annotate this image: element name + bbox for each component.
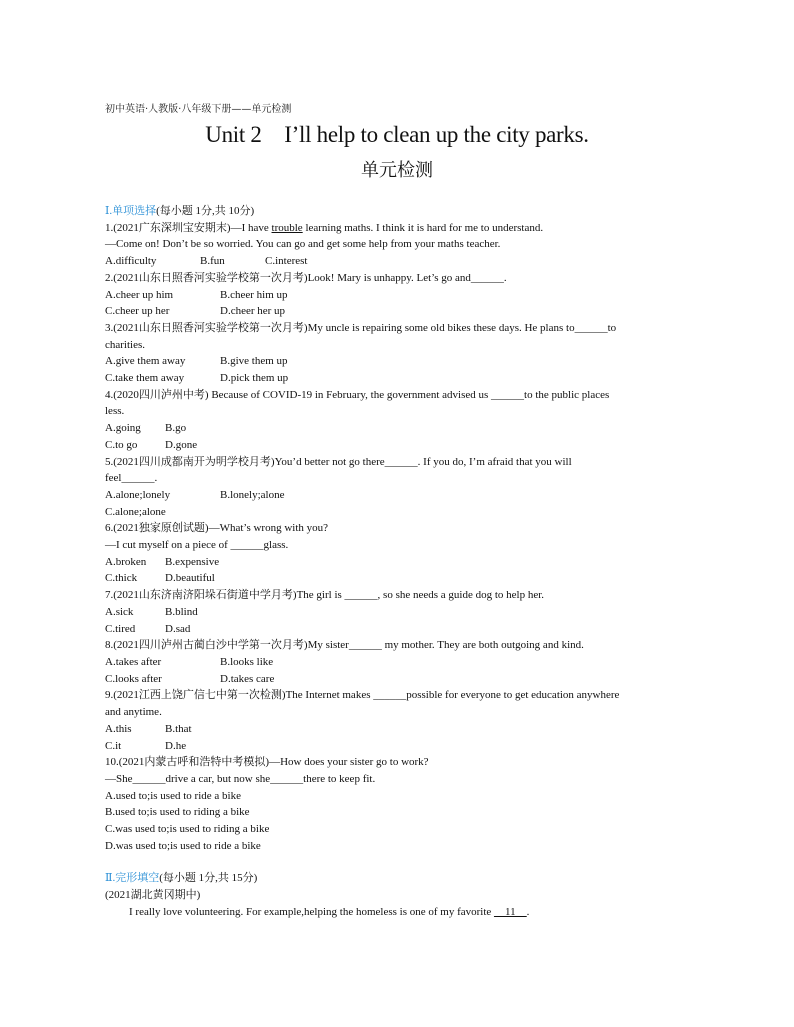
- answer-option: B.looks like: [220, 655, 274, 668]
- option-row: [105, 437, 695, 454]
- option-row: [105, 604, 695, 621]
- question-text: and anytime.: [105, 706, 162, 719]
- answer-option: C.alone;alone: [105, 505, 166, 518]
- question-line: [105, 403, 695, 420]
- answer-option: D.beautiful: [165, 572, 215, 585]
- answer-option: C.looks after: [105, 672, 162, 685]
- answer-option: B.lonely;alone: [220, 488, 285, 501]
- answer-option: C.was used to;is used to riding a bike: [105, 823, 270, 836]
- question-text: 2.(2021山东日照香河实验学校第一次月考)Look! Mary is unhappy. Let’s go and______.: [105, 271, 507, 284]
- section-2-note: (每小题 1分,共 15分): [159, 872, 258, 885]
- question-6: [105, 520, 695, 587]
- option-row: [105, 287, 695, 304]
- question-line: [105, 520, 695, 537]
- question-5: [105, 454, 695, 521]
- question-text: —She______drive a car, but now she______there to keep fit.: [105, 772, 376, 785]
- option-row: [105, 838, 695, 855]
- section-2-heading: [105, 870, 695, 887]
- option-row: [105, 621, 695, 638]
- question-line: [105, 220, 695, 237]
- option-row: [105, 821, 695, 838]
- question-text: 6.(2021独家原创试题)—What’s wrong with you?: [105, 522, 329, 535]
- option-row: [105, 804, 695, 821]
- cloze-passage: [105, 904, 695, 921]
- exam-content: [105, 203, 695, 921]
- answer-option: D.gone: [165, 438, 198, 451]
- section-2-source: (2021湖北黄冈期中): [105, 889, 201, 902]
- section-1-heading: [105, 203, 695, 220]
- question-line: [105, 537, 695, 554]
- question-line: [105, 704, 695, 721]
- answer-option: B.give them up: [220, 355, 288, 368]
- section-2-title: 完形填空: [115, 872, 160, 885]
- answer-option: C.it: [105, 739, 122, 752]
- question-text: 8.(2021四川泸州古蔺白沙中学第一次月考)My sister______ my mother. They are both outgoing and kind.: [105, 639, 584, 652]
- question-line: [105, 637, 695, 654]
- question-text: 7.(2021山东济南济阳垛石街道中学月考)The girl is ______, so she needs a guide dog to help her.: [105, 589, 545, 602]
- unit-title: Unit 2 I’ll help to clean up the city parks.: [205, 122, 589, 147]
- answer-option: D.he: [165, 739, 187, 752]
- question-list: [105, 220, 695, 855]
- answer-option: C.cheer up her: [105, 305, 170, 318]
- question-9: [105, 687, 695, 754]
- option-row: [105, 504, 695, 521]
- question-line: [105, 454, 695, 471]
- underlined-word: trouble: [271, 221, 303, 234]
- question-line: [105, 337, 695, 354]
- option-row: [105, 353, 695, 370]
- question-line: [105, 470, 695, 487]
- answer-option: B.go: [165, 422, 187, 435]
- question-text: —Come on! Don’t be so worried. You can go and get some help from your maths teacher.: [105, 238, 501, 251]
- section-2-number: Ⅱ.: [105, 872, 116, 885]
- option-row: [105, 370, 695, 387]
- question-1: [105, 220, 695, 270]
- question-8: [105, 637, 695, 687]
- option-row: [105, 303, 695, 320]
- answer-option: B.fun: [200, 255, 225, 268]
- answer-option: C.thick: [105, 572, 138, 585]
- question-line: [105, 754, 695, 771]
- running-header: 初中英语·人教版·八年级下册——单元检测: [105, 104, 292, 115]
- answer-option: A.this: [105, 722, 132, 735]
- answer-option: A.used to;is used to ride a bike: [105, 789, 241, 802]
- question-text: 4.(2020四川泸州中考) Because of COVID-19 in February, the government advised us ______to the public places: [105, 388, 610, 401]
- answer-option: B.cheer him up: [220, 288, 288, 301]
- question-text: 5.(2021四川成都南开为明学校月考)You’d better not go there______. If you do, I’m afraid that you will: [105, 455, 572, 468]
- question-4: [105, 387, 695, 454]
- question-text: charities.: [105, 338, 146, 351]
- option-row: [105, 554, 695, 571]
- answer-option: A.cheer up him: [105, 288, 174, 301]
- option-row: [105, 721, 695, 738]
- question-line: [105, 587, 695, 604]
- answer-option: B.that: [165, 722, 192, 735]
- passage-end: .: [526, 905, 530, 918]
- answer-option: D.sad: [165, 622, 191, 635]
- answer-option: B.blind: [165, 605, 198, 618]
- passage-blank: __11__: [494, 905, 527, 918]
- answer-option: C.tired: [105, 622, 136, 635]
- answer-option: B.expensive: [165, 555, 220, 568]
- question-line: [105, 270, 695, 287]
- question-2: [105, 270, 695, 320]
- question-text: learning maths. I think it is hard for me to understand.: [302, 221, 544, 234]
- question-text: 1.(2021广东深圳宝安期末)—I have: [105, 221, 272, 234]
- answer-option: A.broken: [105, 555, 147, 568]
- question-line: [105, 387, 695, 404]
- option-row: [105, 738, 695, 755]
- option-row: [105, 487, 695, 504]
- question-line: [105, 236, 695, 253]
- question-text: —I cut myself on a piece of ______glass.: [105, 539, 289, 552]
- answer-option: D.pick them up: [220, 372, 289, 385]
- option-row: [105, 671, 695, 688]
- question-line: [105, 687, 695, 704]
- answer-option: D.cheer her up: [220, 305, 286, 318]
- answer-option: B.used to;is used to riding a bike: [105, 806, 250, 819]
- question-text: less.: [105, 405, 125, 418]
- option-row: [105, 570, 695, 587]
- question-10: [105, 754, 695, 854]
- question-text: 10.(2021内蒙古呼和浩特中考模拟)—How does your sister go to work?: [105, 756, 429, 769]
- question-text: 9.(2021江西上饶广信七中第一次检测)The Internet makes ______possible for everyone to get education anywhere: [105, 689, 620, 702]
- answer-option: A.alone;lonely: [105, 488, 171, 501]
- answer-option: A.give them away: [105, 355, 186, 368]
- option-row: [105, 788, 695, 805]
- section-1-number: Ⅰ.: [105, 205, 113, 217]
- answer-option: A.sick: [105, 605, 134, 618]
- passage-text: I really love volunteering. For example,helping the homeless is one of my favorite: [129, 905, 495, 918]
- answer-option: A.going: [105, 422, 141, 435]
- question-line: [105, 320, 695, 337]
- option-row: [105, 253, 695, 270]
- answer-option: A.takes after: [105, 655, 162, 668]
- answer-option: A.difficulty: [105, 255, 157, 268]
- question-line: [105, 771, 695, 788]
- option-row: [105, 654, 695, 671]
- section-1-title: 单项选择: [112, 205, 157, 217]
- option-row: [105, 420, 695, 437]
- question-3: [105, 320, 695, 387]
- section-1-note: (每小题 1分,共 10分): [156, 205, 255, 217]
- answer-option: C.interest: [265, 255, 308, 268]
- question-7: [105, 587, 695, 637]
- answer-option: D.takes care: [220, 672, 275, 685]
- unit-subtitle: 单元检测: [361, 160, 433, 181]
- answer-option: C.to go: [105, 438, 138, 451]
- question-text: feel______.: [105, 472, 158, 485]
- answer-option: C.take them away: [105, 372, 185, 385]
- answer-option: D.was used to;is used to ride a bike: [105, 839, 261, 852]
- question-text: 3.(2021山东日照香河实验学校第一次月考)My uncle is repairing some old bikes these days. He plans to______to: [105, 321, 617, 334]
